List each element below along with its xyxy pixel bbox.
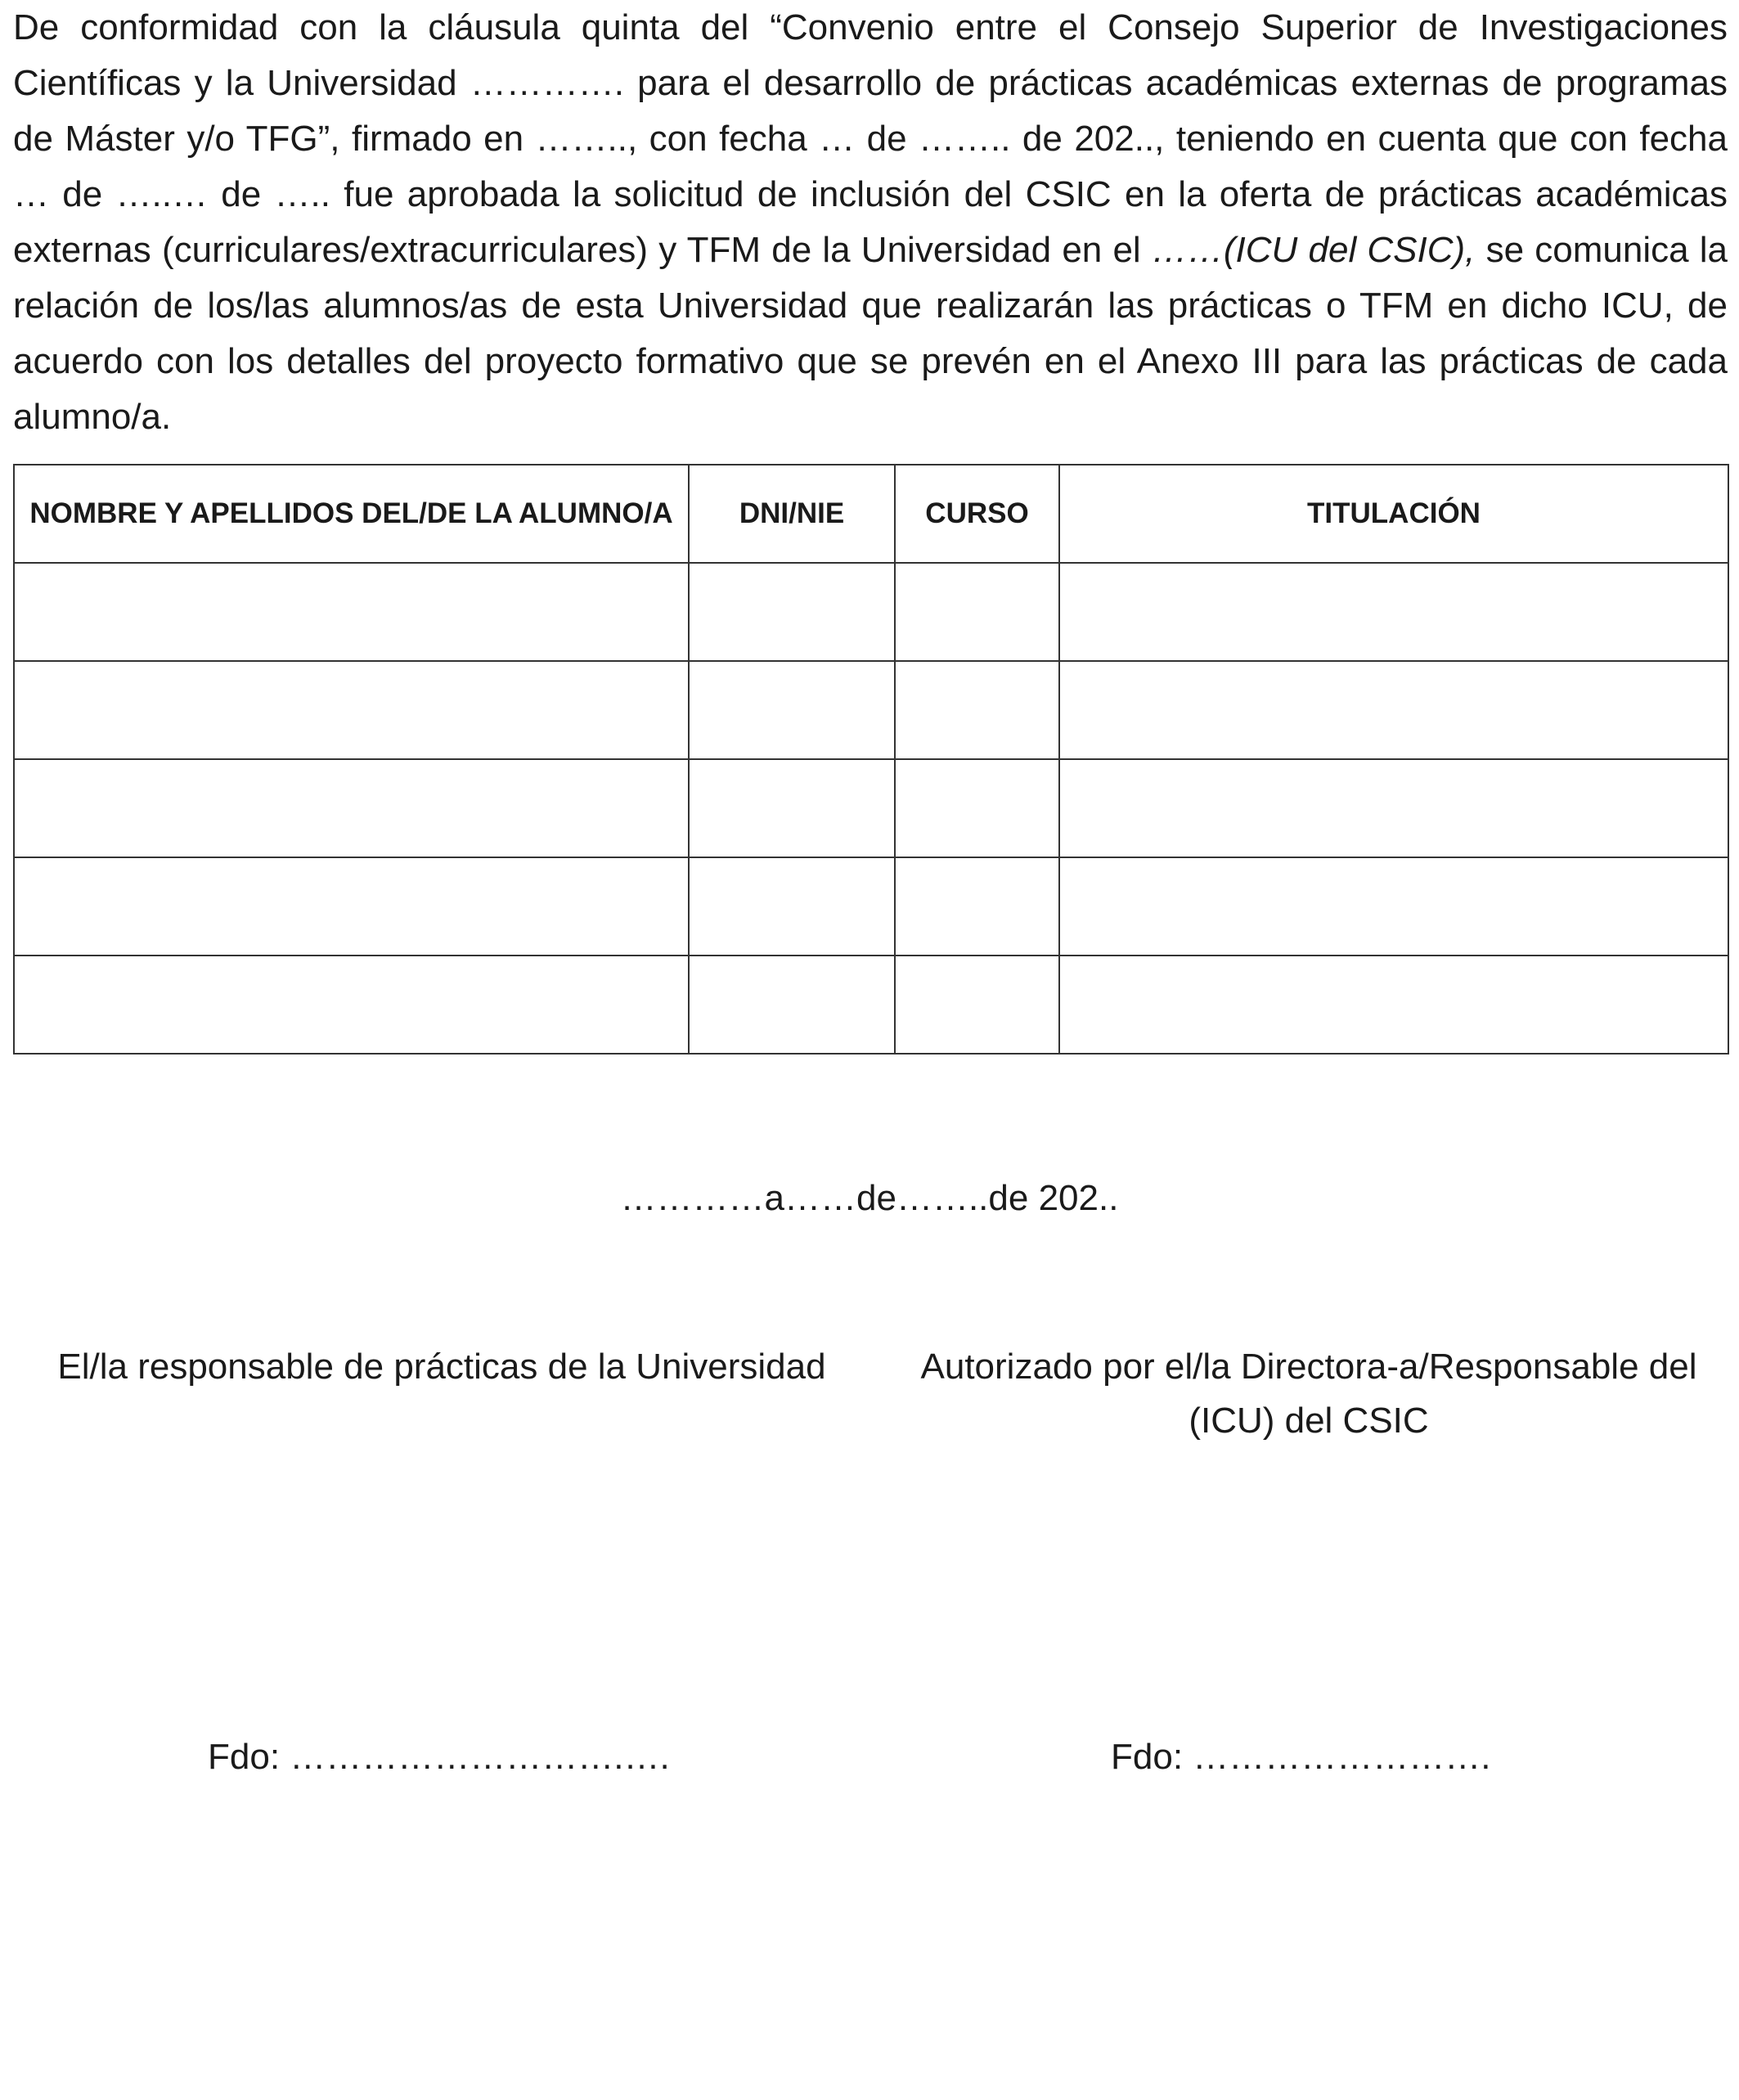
csic-signature-line: Fdo: ……………………. [1111, 1737, 1491, 1777]
table-row [14, 563, 1728, 661]
csic-signatory-label [900, 1340, 1718, 1448]
cell-curso[interactable] [895, 956, 1059, 1054]
cell-nombre[interactable] [14, 661, 689, 759]
cell-nombre[interactable] [14, 857, 689, 956]
cell-nombre[interactable] [14, 759, 689, 857]
header-nombre: NOMBRE Y APELLIDOS DEL/DE LA ALUMNO/A [14, 465, 689, 563]
table-row [14, 956, 1728, 1054]
date-line: …………a……de……..de 202.. [620, 1178, 1119, 1218]
cell-curso[interactable] [895, 563, 1059, 661]
intro-text-italic: ……(ICU del CSIC), [1151, 230, 1476, 270]
cell-dni[interactable] [689, 759, 895, 857]
intro-text-part2: se comunica la relación de los/las alumnos/as de esta Universidad que realizarán las prácticas o TFM en dicho ICU, de acuerdo con los detalles del proyecto formativo que se prevén en el Anexo III para las prácticas de cada alumno/a. [13, 230, 1728, 437]
intro-text-part1: De conformidad con la cláusula quinta del “Convenio entre el Consejo Superior de Investigaciones Científicas y la Universidad …………. para el desarrollo de prácticas académicas externas de programas de Máster y/o TFG”, firmado en …….., con fecha … de …….. de 202.., teniendo en cuenta que con fecha … de …..… de ….. fue aprobada la solicitud de inclusión del CSIC en la oferta de prácticas académicas externas (curriculares/extracurriculares) y TFM de la Universidad en el [13, 7, 1728, 270]
cell-nombre[interactable] [14, 563, 689, 661]
table-row [14, 661, 1728, 759]
intro-paragraph [13, 0, 1728, 445]
cell-dni[interactable] [689, 956, 895, 1054]
cell-titulacion[interactable] [1059, 563, 1728, 661]
university-signatory-label: El/la responsable de prácticas de la Universidad [57, 1347, 826, 1387]
csic-signatory-label-line2: (ICU) del CSIC [1189, 1401, 1429, 1441]
cell-titulacion[interactable] [1059, 661, 1728, 759]
cell-curso[interactable] [895, 661, 1059, 759]
cell-dni[interactable] [689, 857, 895, 956]
header-dni: DNI/NIE [689, 465, 895, 563]
cell-titulacion[interactable] [1059, 857, 1728, 956]
cell-dni[interactable] [689, 563, 895, 661]
csic-signatory-label-line1: Autorizado por el/la Directora-a/Responsable del [920, 1347, 1697, 1387]
cell-titulacion[interactable] [1059, 956, 1728, 1054]
cell-titulacion[interactable] [1059, 759, 1728, 857]
cell-dni[interactable] [689, 661, 895, 759]
table-row [14, 759, 1728, 857]
table-header-row [14, 465, 1728, 563]
table-row [14, 857, 1728, 956]
cell-curso[interactable] [895, 759, 1059, 857]
cell-curso[interactable] [895, 857, 1059, 956]
university-signature-line: Fdo: ……………………….…. [208, 1737, 670, 1777]
header-titulacion: TITULACIÓN [1059, 465, 1728, 563]
cell-nombre[interactable] [14, 956, 689, 1054]
header-curso: CURSO [895, 465, 1059, 563]
students-table [13, 464, 1729, 1054]
